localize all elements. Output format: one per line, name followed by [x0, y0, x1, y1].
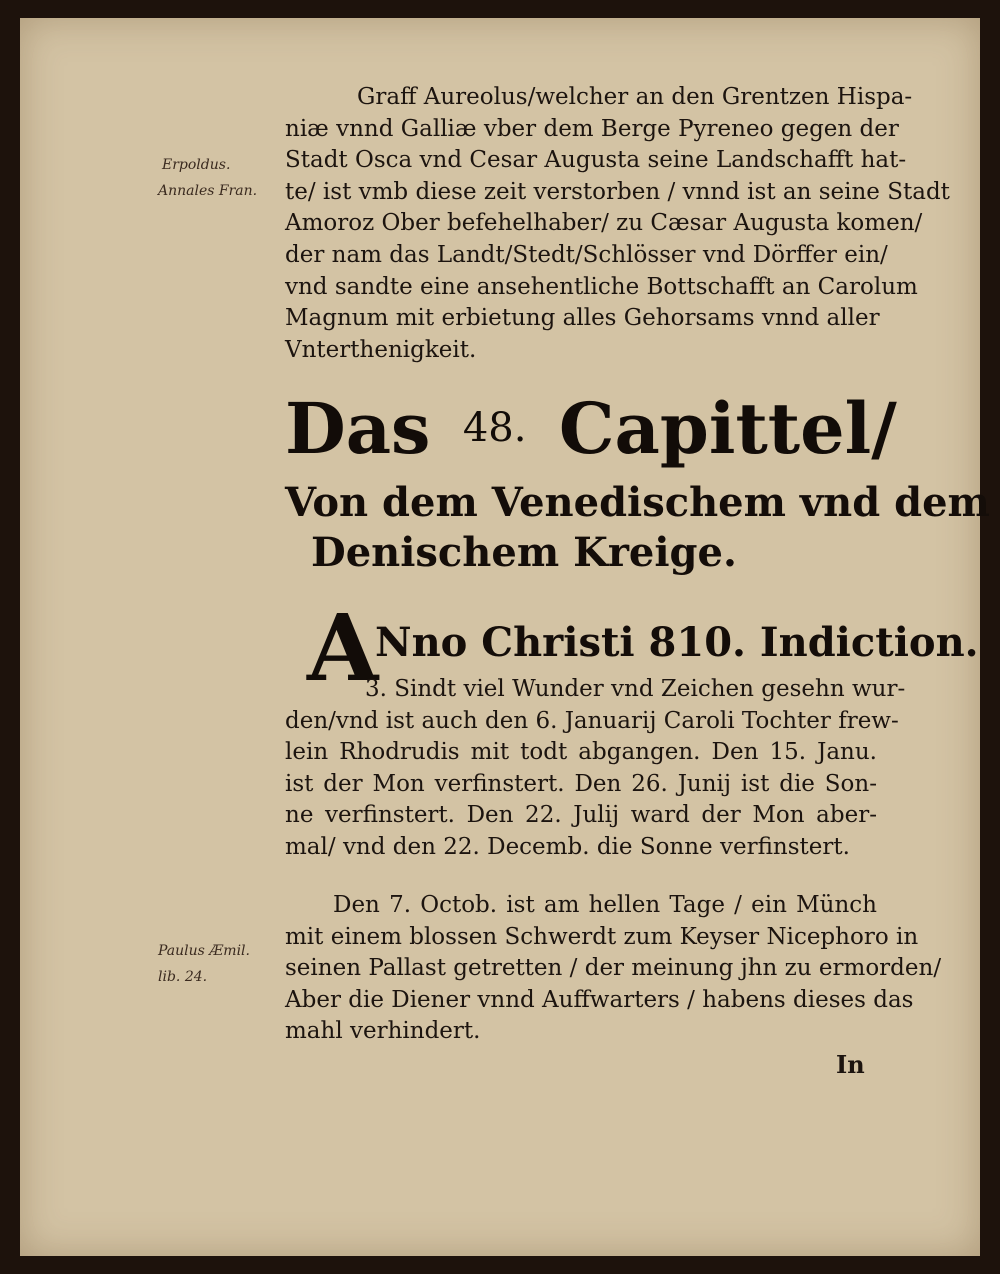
marginal-note-line: Annales Fran.	[158, 183, 258, 199]
paragraph-wonders	[285, 674, 906, 864]
text-line: mahl verhindert.	[285, 1018, 481, 1045]
text-line: Den 7. Octob. ist am hellen Tage / ein Münch	[333, 892, 877, 918]
chapter-title-end: Capittel/	[558, 387, 897, 470]
chapter-subtitle	[285, 478, 990, 578]
paragraph-monk	[285, 890, 942, 1048]
text-line: Aber die Diener vnnd Auffwarters / habens dieses das	[285, 986, 914, 1013]
text-line: mit einem blossen Schwerdt zum Keyser Nicephoro in	[285, 923, 919, 950]
text-line: te/ ist vmb diese zeit verstorben / vnnd ist an seine Stadt	[285, 178, 950, 205]
paragraph-aureolus	[285, 82, 950, 366]
text-line: 3. Sindt viel Wunder vnd Zeichen gesehn wur-	[365, 676, 906, 702]
marginal-note-line: lib. 24.	[158, 969, 208, 985]
drop-cap: A	[307, 594, 379, 702]
text-line: mal/ vnd den 22. Decemb. die Sonne verfinstert.	[285, 833, 850, 860]
chapter-subtitle-line: Von dem Venedischem vnd dem	[285, 479, 990, 526]
text-line: den/vnd ist auch den 6. Januarij Caroli Tochter frew-	[285, 707, 899, 734]
chapter-subtitle-line: Denischem Kreige.	[311, 529, 737, 576]
marginal-note-paulus	[158, 938, 283, 990]
text-line: niæ vnnd Galliæ vber dem Berge Pyreneo gegen der	[285, 115, 899, 142]
text-line: ne verfinstert. Den 22. Julij ward der Mon aber-	[285, 802, 877, 829]
chapter-title	[285, 387, 897, 470]
text-line: seinen Pallast getretten / der meinung jhn zu ermorden/	[285, 955, 942, 982]
text-line: Stadt Osca vnd Cesar Augusta seine Landschafft hat-	[285, 147, 907, 174]
marginal-note-line: Paulus Æmil.	[158, 943, 250, 959]
chapter-title-word: Das	[285, 387, 431, 470]
catchword: In	[836, 1050, 865, 1079]
text-line: ist der Mon verfinstert. Den 26. Junij ist die Son-	[285, 770, 877, 797]
text-line: lein Rhodrudis mit todt abgangen. Den 15. Janu.	[285, 739, 877, 766]
marginal-note-erpoldus	[158, 152, 283, 204]
text-line: Magnum mit erbietung alles Gehorsams vnnd aller	[285, 305, 880, 332]
paragraph-lead-line: Nno Christi 810. Indiction.	[375, 619, 979, 666]
text-line: der nam das Landt/Stedt/Schlösser vnd Dörffer ein/	[285, 241, 888, 268]
text-line: Vnterthenigkeit.	[285, 336, 477, 363]
text-line: Amoroz Ober befehelhaber/ zu Cæsar Augusta komen/	[285, 210, 923, 237]
marginal-note-line: Erpoldus.	[162, 157, 231, 173]
text-line: Graff Aureolus/welcher an den Grentzen Hispa-	[357, 84, 913, 110]
chapter-number: 48.	[462, 405, 527, 451]
text-line: vnd sandte eine ansehentliche Bottschafft an Carolum	[285, 273, 918, 300]
